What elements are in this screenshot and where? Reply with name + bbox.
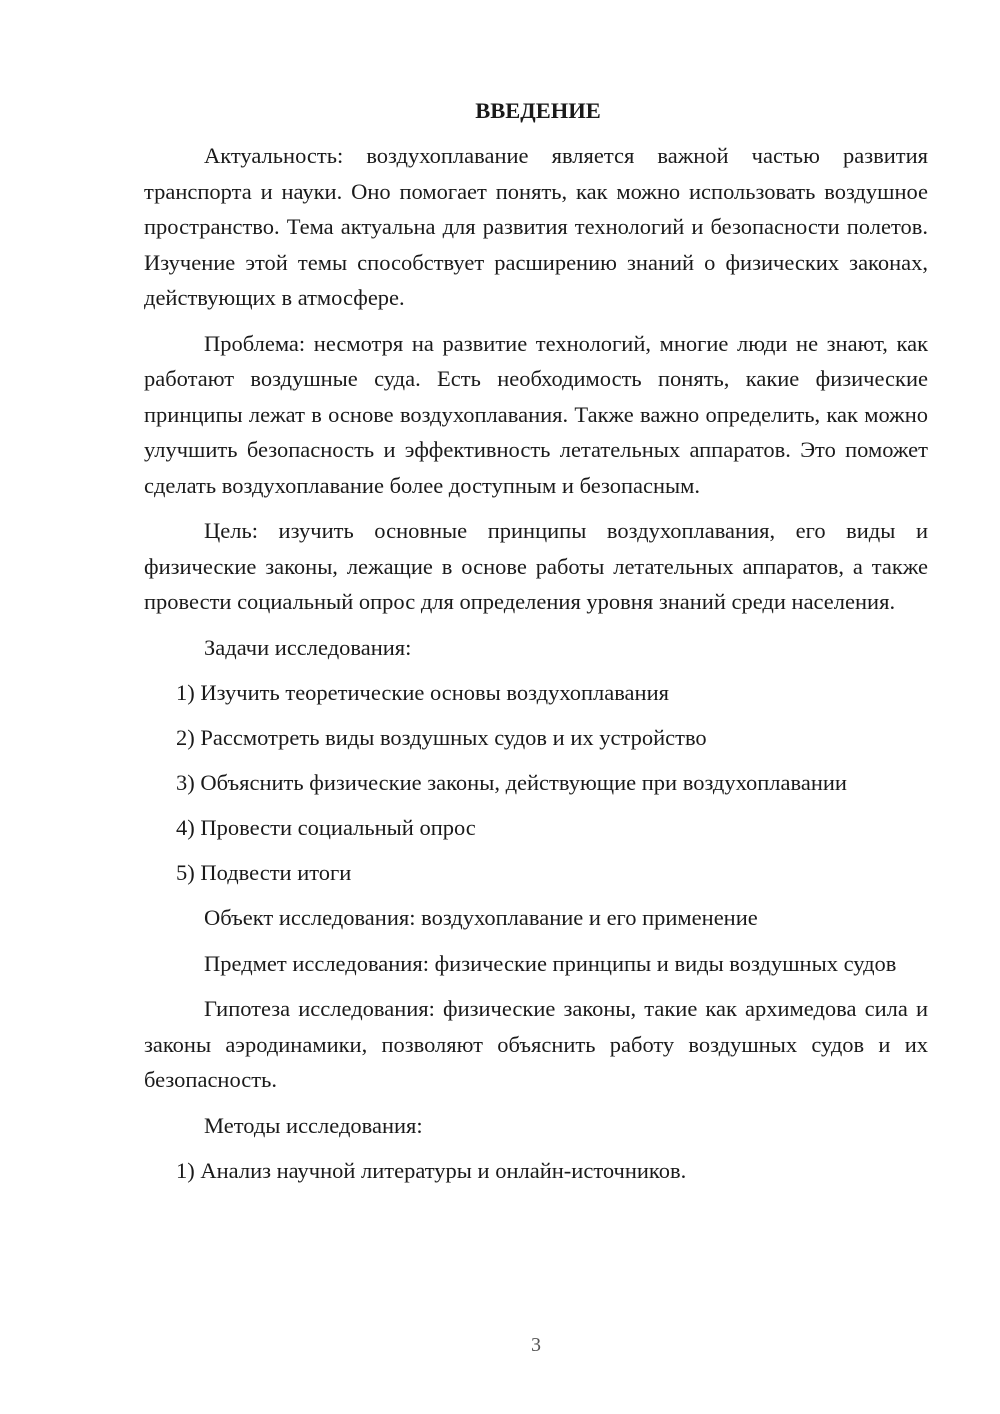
- document-page: [144, 96, 928, 1198]
- list-item: 5) Подвести итоги: [176, 860, 352, 885]
- section-heading: ВВЕДЕНИЕ: [475, 98, 601, 123]
- subject-paragraph: Предмет исследования: физические принципы и виды воздушных судов: [204, 950, 897, 976]
- list-item: 1) Изучить теоретические основы воздухоплавания: [176, 680, 669, 705]
- list-item: 1) Анализ научной литературы и онлайн-источников.: [176, 1158, 687, 1183]
- object-paragraph: Объект исследования: воздухоплавание и его применение: [204, 905, 758, 930]
- relevance-paragraph: Актуальность: воздухоплавание является важной частью развития транспорта и науки. Оно помогает понять, как можно использовать воздушное пространство. Тема актуальна для развития технологий и безопасности полетов. Изучение этой темы способствует расширению знаний о физических законах, действующих в атмосфере.: [144, 143, 928, 310]
- page-number: 3: [531, 1334, 541, 1356]
- tasks-title: Задачи исследования:: [204, 634, 412, 660]
- list-item: 2) Рассмотреть виды воздушных судов и их устройство: [176, 725, 707, 750]
- methods-title: Методы исследования:: [204, 1112, 423, 1138]
- list-item: 4) Провести социальный опрос: [176, 815, 476, 840]
- problem-paragraph: Проблема: несмотря на развитие технологий, многие люди не знают, как работают воздушные суда. Есть необходимость понять, какие физические принципы лежат в основе воздухоплавания. Также важно определить, как можно улучшить безопасность и эффективность летательных аппаратов. Это поможет сделать воздухоплавание более доступным и безопасным.: [144, 330, 928, 498]
- methods-list: [144, 1153, 928, 1189]
- goal-paragraph: Цель: изучить основные принципы воздухоплавания, его виды и физические законы, лежащие в основе работы летательных аппаратов, а также провести социальный опрос для определения уровня знаний среди населения.: [144, 518, 928, 614]
- tasks-list: [144, 675, 928, 891]
- list-item: 3) Объяснить физические законы, действующие при воздухоплавании: [176, 770, 847, 795]
- hypothesis-paragraph: Гипотеза исследования: физические законы, такие как архимедова сила и законы аэродинамики, позволяют объяснить работу воздушных судов и их безопасность.: [144, 996, 928, 1092]
